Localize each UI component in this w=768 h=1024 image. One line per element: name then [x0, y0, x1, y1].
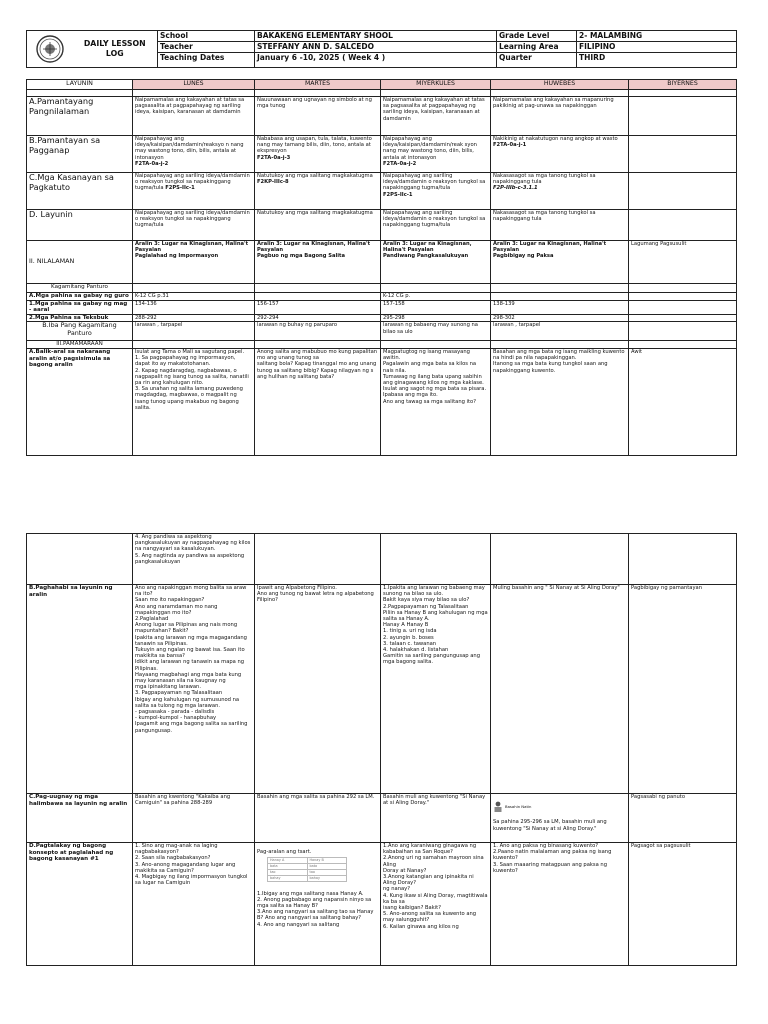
row-label-gabay-ng-mag-aaral: 1.Mga pahina sa gabay ng mag - aaral — [27, 300, 133, 314]
hanay-chart — [267, 857, 347, 882]
row-label-iba-pang-kagamitang-panturo: B.Iba Pang Kagamitang Panturo — [27, 322, 133, 341]
cell-a-biyernes — [629, 97, 737, 136]
book-thumbnail — [493, 801, 626, 813]
cell-gabay-biyernes — [629, 293, 737, 301]
day-header-miyerkules: MIYERKULES — [381, 80, 491, 90]
table-row — [27, 97, 737, 136]
chart-cell: tao — [307, 870, 347, 876]
row-label-pamamaraan: III.PAMAMARAAN — [27, 341, 133, 349]
cell-pag-uugnay-huwebes: Basahin Natin Sa pahina 295-296 sa LM, basahin muli ang kuwentong "Si Nanay at si Aling Doray." — [491, 794, 629, 843]
chart-cell: bata — [307, 864, 347, 870]
cell-balik-martes: Anong salita ang mabubuo mo kung papalitan mo ang unang tunog sa salitang bola? Kapag tinanggal mo ang unang tunog sa salitang bibig? Kapag nilagyan ng s ang hulihan ng salitang bata? — [255, 348, 381, 455]
lesson-table-part1 — [26, 79, 737, 456]
cell-d-biyernes — [629, 210, 737, 241]
cell-teksbuk-martes: 292-294 — [255, 314, 381, 322]
cell-mag-aaral-lunes: 134-136 — [133, 300, 255, 314]
teacher-value: STEFFANY ANN D. SALCEDO — [255, 42, 497, 53]
cell-c-huwebes: Nakasasagot sa mga tanong tungkol sa napakinggang tula F2P-IIIb-c-3.1.1 — [491, 173, 629, 210]
chart-cell: bahay — [268, 876, 308, 882]
deped-seal-icon — [27, 31, 73, 68]
row-label-balik-aral: A.Balik-aral sa nakaraang aralin at/o pagsisimula sa bagong aralin — [27, 348, 133, 455]
cell-d-huwebes: Nakasasagot sa mga tanong tungkol sa napakinggang tula — [491, 210, 629, 241]
table-row — [27, 210, 737, 241]
cell-c-biyernes — [629, 173, 737, 210]
row-label-pamantayan-sa-pagganap: B.Pamantayan sa Pagganap — [27, 136, 133, 173]
cell-iba-biyernes — [629, 322, 737, 341]
day-header-biyernes: BIYERNES — [629, 80, 737, 90]
cell-mag-aaral-martes: 156-157 — [255, 300, 381, 314]
teaching-dates-label: Teaching Dates — [158, 53, 255, 68]
chart-cell: tao — [268, 870, 308, 876]
quarter-label: Quarter — [497, 53, 577, 68]
cell-nilalaman-biyernes: Lagumang Pagsusulit — [629, 241, 737, 284]
cell-c-martes: Natutukoy ang mga salitang magkakatugma F2KP-IIIc-8 — [255, 173, 381, 210]
cell-teksbuk-huwebes: 298-302 — [491, 314, 629, 322]
cell-balik-lunes: Isulat ang Tama o Mali sa sagutang papel. 1. Sa pagpapahayag ng impormasyon, dapat ito ay makatotohanan. 2. Kapag nagdaragdag, nagbabawas, o nagpapalit ng isang tunog sa salita, nanatili pa rin ang kahulugan nito. 3. Sa unahan ng salita lamang puwedeng magdagdag, magbawas, o magpalit ng isang tunog upang makabuo ng bagong salita. — [133, 348, 255, 455]
cell-paghahabi-huwebes: Muling basahin ang " Si Nanay at Si Aling Doray" — [491, 585, 629, 794]
row-label-gabay-ng-guro: A.Mga pahina sa gabay ng guro — [27, 293, 133, 301]
learning-area-value: FILIPINO — [577, 42, 737, 53]
cell-b-huwebes: Nakikinig at nakatutugon nang angkop at wasto F2TA-0a-j-1 — [491, 136, 629, 173]
table-row — [27, 585, 737, 794]
teaching-dates-value: January 6 -10, 2025 ( Week 4 ) — [255, 53, 497, 68]
table-row — [27, 173, 737, 210]
reading-child-icon — [493, 801, 503, 813]
row-label-pamantayang-pangnilalaman: A.Pamantayang Pangnilalaman — [27, 97, 133, 136]
cell-pag-uugnay-martes: Basahin ang mga salita sa pahina 292 sa LM. — [255, 794, 381, 843]
cell-teksbuk-miyerkules: 295-298 — [381, 314, 491, 322]
table-row — [27, 341, 737, 349]
cell-a-miyerkules: Naipamamalas ang kakayahan at tatas sa pagsasalita at pagpapahayag ng sariling ideya, kaisipan, karanasan at damdamin — [381, 97, 491, 136]
pagtalakay-martes-questions: 1.Ibigay ang mga salitang nasa Hanay A. 2. Anong pagbabago ang napansin ninyo sa mga salita sa Hanay B? 3.Ano ang nangyari sa salitang tao sa Hanay B? Ano ang nangyari sa salitang bahay? 4. Ano ang nangyari sa salitang — [257, 890, 374, 928]
cell-iba-huwebes: larawan , tarpapel — [491, 322, 629, 341]
cell-nilalaman-lunes: Aralin 3: Lugar na Kinagisnan, Halina't Pasyalan Paglalahad ng Impormasyon — [133, 241, 255, 284]
row-label-pahina-sa-teksbuk: 2.Mga Pahina sa Teksbuk — [27, 314, 133, 322]
cell-mag-aaral-biyernes — [629, 300, 737, 314]
chart-header-b: Hanay B — [307, 858, 347, 864]
table-row — [27, 300, 737, 314]
cell-pagtalakay-martes: Pag-aralan ang tsart. Hanay A Hanay B bata bata tao tao bahay bahay 1.Ibigay ang mga salitang nasa Hanay A. 2. Anong pagbabago ang napansin ninyo sa mga salita sa Hanay B? 3.Ano ang nangyari sa salitang tao sa Hanay B? Ano ang nangyari sa salitang bahay? 4. Ano ang nangyari sa salitang — [255, 843, 381, 966]
log-title: DAILY LESSON LOG — [73, 31, 158, 68]
day-header-huwebes: HUWEBES — [491, 80, 629, 90]
cell-b-martes: Nababasa ang usapan, tula, talata, kuwento nang may tamang bilis, diin, tono, antala at ekspresyon F2TA-0a-j-3 — [255, 136, 381, 173]
cell-mag-aaral-huwebes: 138-139 — [491, 300, 629, 314]
header-table — [26, 30, 737, 68]
day-header-martes: MARTES — [255, 80, 381, 90]
cell-d-lunes: Naipapahayag ang sariling ideya/damdamin o reaksyon tungkol sa napakinggang tugma/tula — [133, 210, 255, 241]
cell-teksbuk-lunes: 288-292 — [133, 314, 255, 322]
cell-pagtalakay-lunes: 1. Sino ang mag-anak na laging nagbabakasyon? 2. Saan sila nagbabakasyon? 3. Ano-anong magagandang lugar ang makikita sa Camiguin? 4. Magbigay ng ilang impormasyon tungkol sa lugar na Camiguin — [133, 843, 255, 966]
cell-gabay-martes — [255, 293, 381, 301]
cell-pagtalakay-huwebes: 1. Ano ang paksa ng binasang kuwento? 2.Paano natin malalaman ang paksa ng isang kuwento? 3. Saan maaaring matagpuan ang paksa ng kuwento? — [491, 843, 629, 966]
cell-pag-uugnay-miyerkules: Basahin muli ang kuwentong "Si Nanay at si Aling Doray." — [381, 794, 491, 843]
quarter-value: THIRD — [577, 53, 737, 68]
cell-paghahabi-lunes: Ano ang napakinggan mong balita sa araw na ito? Saan mo ito napakinggan? Ano ang naramdaman mo nang mapakinggan mo ito? 2.Paglalahad Anong lugar sa Pilipinas ang nais mong mapuntahan? Bakit? Ipakita ang larawan ng mga magagandang tanawin sa Pilipinas. Tukuyin ang ngalan ng bawat isa. Saan ito makikita sa bansa? Idikit ang larawan ng tanawin sa mapa ng Pilipinas. Hayaang magbahagi ang mga bata kung may karanasan sila na kaugnay ng mga ipinakitang larawan. 3. Pagpapayaman ng Talasalitaan Ibigay ang kahulugan ng sumusunod na salita sa tulong ng mga larawan. - pagsasaka - parada - dalisdis - kumpol-kumpol - hanapbuhay Ipagamit ang mga bagong salita sa sariling pangungusap. — [133, 585, 255, 794]
table-row — [27, 534, 737, 585]
cell-balik-biyernes: Awit — [629, 348, 737, 455]
cell-balik-cont-martes — [255, 534, 381, 585]
cell-nilalaman-huwebes: Aralin 3: Lugar na Kinagisnan, Halina't Pasyalan Pagbibigay ng Paksa — [491, 241, 629, 284]
day-header-lunes: LUNES — [133, 80, 255, 90]
teacher-label: Teacher — [158, 42, 255, 53]
cell-paghahabi-martes: Ipawit ang Alpabetong Filipino. Ano ang tunog ng bawat letra ng alpabetong Filipino? — [255, 585, 381, 794]
cell-gabay-lunes: K-12 CG p.31 — [133, 293, 255, 301]
cell-paghahabi-miyerkules: 1.Ipakita ang larawan ng babaeng may sunong na bilao sa ulo. Bakit kaya siya may bilao sa ulo? 2.Pagpapayaman ng Talasalitaan Piliin sa Hanay B ang kahulugan ng mga salita sa Hanay A. Hanay A Hanay B 1. tinig a. uri ng isda 2. ayungin b. boses 3. talaan c. tawanan 4. halakhakan d. listahan Gamitin sa sariling pangungusap ang mga bagong salita. — [381, 585, 491, 794]
cell-balik-miyerkules: Magpatugtog ng isang masayang awitin. Pagalawin ang mga bata sa kilos na nais nila. Tumawag ng ilang bata upang sabihin ang ginagawang kilos ng mga kaklase. Isulat ang sagot ng mga bata sa pisara. Ipabasa ang mga ito. Ano ang tawag sa mga salitang ito? — [381, 348, 491, 455]
table-row — [27, 348, 737, 455]
cell-teksbuk-biyernes — [629, 314, 737, 322]
chart-header-a: Hanay A — [268, 858, 308, 864]
row-label-paghahabi: B.Paghahabi sa layunin ng aralin — [27, 585, 133, 794]
cell-c-lunes: Naipapahayag ang sariling ideya/damdamin o reaksyon tungkol sa napakinggang tugma/tula F2PS-IIc-1 — [133, 173, 255, 210]
layunin-header: LAYUNIN — [27, 80, 133, 90]
grade-level-value: 2- MALAMBING — [577, 31, 737, 42]
table-row — [27, 794, 737, 843]
row-label-pag-uugnay: C.Pag-uugnay ng mga halimbawa sa layunin ng aralin — [27, 794, 133, 843]
grade-level-label: Grade Level — [497, 31, 577, 42]
cell-iba-miyerkules: larawan ng babaeng may sunong na bilao sa ulo — [381, 322, 491, 341]
table-row — [27, 322, 737, 341]
cell-pagtalakay-miyerkules: 1.Ano ang karaniwang ginagawa ng kababaihan sa San Roque? 2.Anong uri ng samahan mayroon sina Aling Doray at Nanay? 3.Anong katangian ang ipinakita ni Aling Doray? ng nanay? 4. Kung ikaw si Aling Doray, magtitiwala ka ba sa isang kaibigan? Bakit? 5. Ano-anong salita sa kuwento ang may salungguhit? 6. Kailan ginawa ang kilos ng — [381, 843, 491, 966]
thumbnail-caption: Basahin Natin — [505, 804, 532, 810]
table-row — [27, 241, 737, 284]
cell-b-lunes: Naipapahayag ang ideya/kaisipan/damdamin/reaksyo n nang may wastong tono, diin, bilis, antala at intonasyon F2TA-0a-j-2 — [133, 136, 255, 173]
cell-gabay-huwebes — [491, 293, 629, 301]
cell-nilalaman-martes: Aralin 3: Lugar na Kinagisnan, Halina't Pasyalan Pagbuo ng mga Bagong Salita — [255, 241, 381, 284]
table-row — [27, 843, 737, 966]
table-row — [27, 136, 737, 173]
cell-iba-martes: larawan ng buhay ng paruparo — [255, 322, 381, 341]
cell-nilalaman-miyerkules: Aralin 3: Lugar na Kinagisnan, Halina't Pasyalan Pandiwang Pangkasalukuyan — [381, 241, 491, 284]
cell-pagtalakay-biyernes: Pagsagot sa pagsusulit — [629, 843, 737, 966]
cell-mag-aaral-miyerkules: 157-158 — [381, 300, 491, 314]
cell-d-martes: Natutukoy ang mga salitang magkakatugma — [255, 210, 381, 241]
balik-continued-label — [27, 534, 133, 585]
cell-iba-lunes: larawan , tarpapel — [133, 322, 255, 341]
row-label-mga-kasanayan-sa-pagkatuto: C.Mga Kasanayan sa Pagkatuto — [27, 173, 133, 210]
cell-b-miyerkules: Naipapahayag ang ideya/kaisipan/damdamin/reak syon nang may wastong tono, diin, bilis, antala at intonasyon F2TA-0a-j-2 — [381, 136, 491, 173]
cell-b-biyernes — [629, 136, 737, 173]
lesson-table-part2 — [26, 533, 737, 966]
cell-a-lunes: Naipamamalas ang kakayahan at tatas sa pagsasalita at pagpapahayag ng sariling ideya, kaisipan, karanasan at damdamin — [133, 97, 255, 136]
day-header-row — [27, 80, 737, 90]
row-label-layunin: D. Layunin — [27, 210, 133, 241]
cell-balik-cont-miyerkules — [381, 534, 491, 585]
row-label-nilalaman: II. NILALAMAN — [27, 241, 133, 284]
learning-area-label: Learning Area — [497, 42, 577, 53]
cell-balik-cont-huwebes — [491, 534, 629, 585]
table-row — [27, 314, 737, 322]
cell-c-miyerkules: Naipapahayag ang sariling ideya/damdamin o reaksyon tungkol sa napakinggang tugma/tula F2PS-IIc-1 — [381, 173, 491, 210]
chart-cell: bata — [268, 864, 308, 870]
spacer-row — [27, 90, 737, 97]
school-label: School — [158, 31, 255, 42]
cell-a-martes: Nauunawaan ang ugnayan ng simbolo at ng mga tunog — [255, 97, 381, 136]
school-value: BAKAKENG ELEMENTARY SHOOL — [255, 31, 497, 42]
row-label-kagamitang-panturo: Kagamitang Panturo — [27, 284, 133, 293]
table-row — [27, 293, 737, 301]
cell-d-miyerkules: Naipapahayag ang sariling ideya/damdamin o reaksyon tungkol sa napakinggang tugma/tula — [381, 210, 491, 241]
cell-balik-cont-lunes: 4. Ang pandiwa sa aspektong pangkasalukuyan ay nagpapahayag ng kilos na nangyayari sa kasalukuyan. 5. Ang nagtinda ay pandiwa sa aspektong pangkasalukuyan — [133, 534, 255, 585]
chart-cell: bahay — [307, 876, 347, 882]
row-label-pagtalakay: D.Pagtalakay ng bagong konsepto at paglalahad ng bagong kasanayan #1 — [27, 843, 133, 966]
table-row — [27, 284, 737, 293]
cell-paghahabi-biyernes: Pagbibigay ng pamantayan — [629, 585, 737, 794]
cell-balik-huwebes: Basahan ang mga bata ng isang maikling kuwento na hindi pa nila napapakinggan. Itanong sa mga bata kung tungkol saan ang napakinggang kuwento. — [491, 348, 629, 455]
cell-a-huwebes: Naipamamalas ang kakayahan sa mapanuring pakikinig at pag-unawa sa napakinggan — [491, 97, 629, 136]
cell-pag-uugnay-biyernes: Pagsasabi ng panuto — [629, 794, 737, 843]
cell-gabay-miyerkules: K-12 CG p. — [381, 293, 491, 301]
cell-balik-cont-biyernes — [629, 534, 737, 585]
cell-pag-uugnay-lunes: Basahin ang kwentong "Kakaiba ang Camiguin" sa pahina 288-289 — [133, 794, 255, 843]
